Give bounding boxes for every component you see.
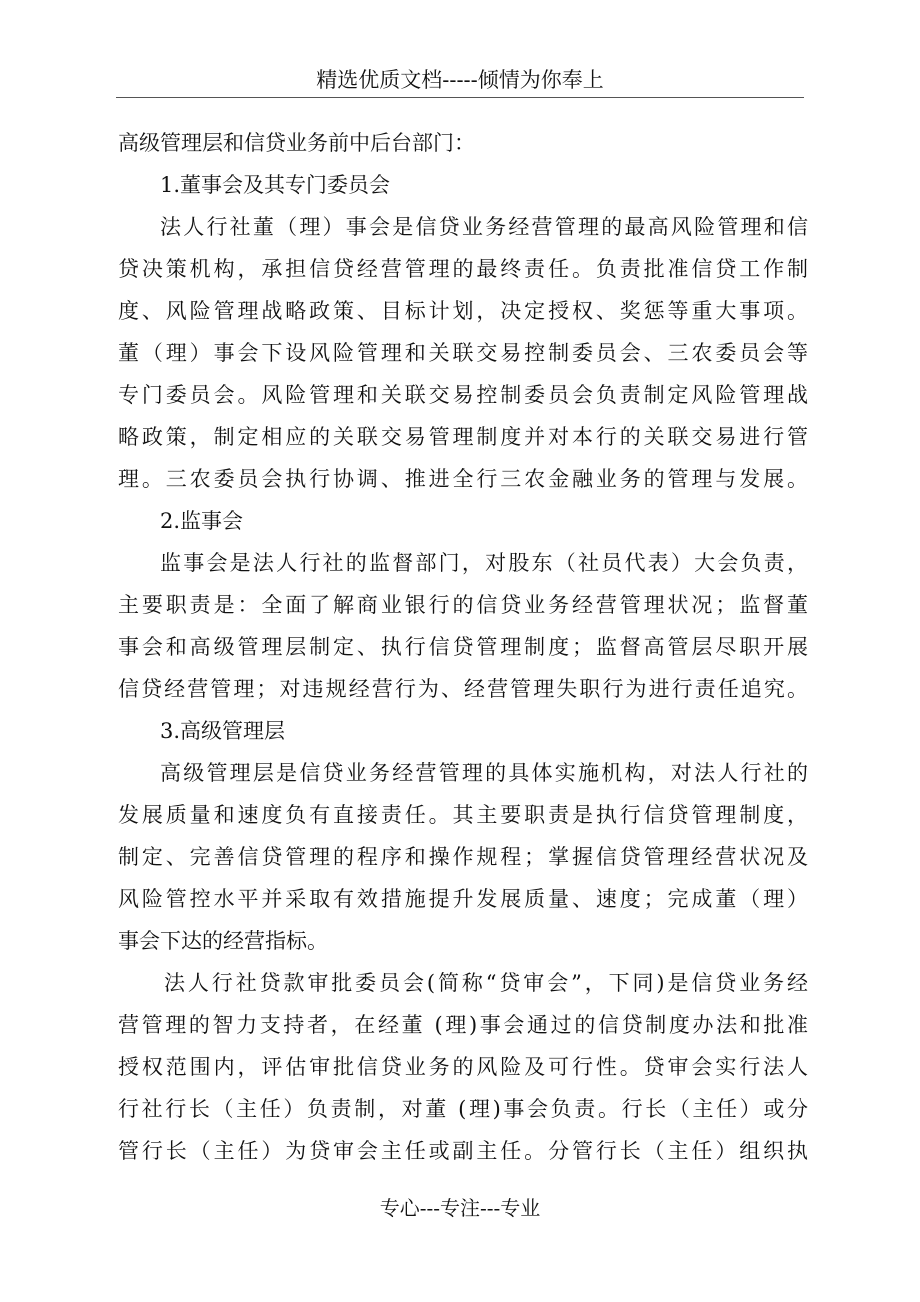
paragraph-line: 专门委员会。风险管理和关联交易控制委员会负责制定风险管理战 [118,383,808,407]
intro-line: 高级管理层和信贷业务前中后台部门： [118,131,475,155]
paragraph-line: 度、风险管理战略政策、目标计划，决定授权、奖惩等重大事项。 [118,299,808,323]
paragraph-line: 事会和高级管理层制定、执行信贷管理制度；监督高管层尽职开展 [118,635,808,659]
section-3-heading: 3.高级管理层 [160,719,286,743]
paragraph-line: 法人行社贷款审批委员会(简称“贷审会”，下同)是信贷业务经 [164,971,808,995]
page-header: 精选优质文档-----倾情为你奉上 [316,68,604,92]
paragraph-line: 监事会是法人行社的监督部门，对股东（社员代表）大会负责， [160,551,808,575]
paragraph-line: 贷决策机构，承担信贷经营管理的最终责任。负责批准信贷工作制 [118,257,808,281]
document-body [118,122,808,1172]
paragraph-line: 制定、完善信贷管理的程序和操作规程；掌握信贷管理经营状况及 [118,845,808,869]
section-2-heading: 2.监事会 [160,509,244,533]
header-divider [116,97,804,98]
paragraph-line: 董（理）事会下设风险管理和关联交易控制委员会、三农委员会等 [118,341,808,365]
paragraph-line: 信贷经营管理；对违规经营行为、经营管理失职行为进行责任追究。 [118,677,808,701]
section-1-heading: 1.董事会及其专门委员会 [160,173,391,197]
paragraph-line: 发展质量和速度负有直接责任。其主要职责是执行信贷管理制度， [118,803,808,827]
paragraph-line: 事会下达的经营指标。 [118,929,328,953]
paragraph-line: 主要职责是：全面了解商业银行的信贷业务经营管理状况；监督董 [118,593,808,617]
paragraph-line: 高级管理层是信贷业务经营管理的具体实施机构，对法人行社的 [160,761,808,785]
paragraph-line: 行社行长（主任）负责制，对董 (理)事会负责。行长（主任）或分 [118,1097,808,1121]
paragraph-line: 理。三农委员会执行协调、推进全行三农金融业务的管理与发展。 [118,467,808,491]
paragraph-line: 授权范围内，评估审批信贷业务的风险及可行性。贷审会实行法人 [118,1055,808,1079]
page-footer: 专心---专注---专业 [379,1196,541,1220]
paragraph-line: 略政策，制定相应的关联交易管理制度并对本行的关联交易进行管 [118,425,808,449]
paragraph-line: 法人行社董（理）事会是信贷业务经营管理的最高风险管理和信 [160,215,808,239]
paragraph-line: 风险管控水平并采取有效措施提升发展质量、速度；完成董（理） [118,887,808,911]
paragraph-line: 营管理的智力支持者，在经董 (理)事会通过的信贷制度办法和批准 [118,1013,808,1037]
paragraph-line: 管行长（主任）为贷审会主任或副主任。分管行长（主任）组织执 [118,1139,808,1163]
